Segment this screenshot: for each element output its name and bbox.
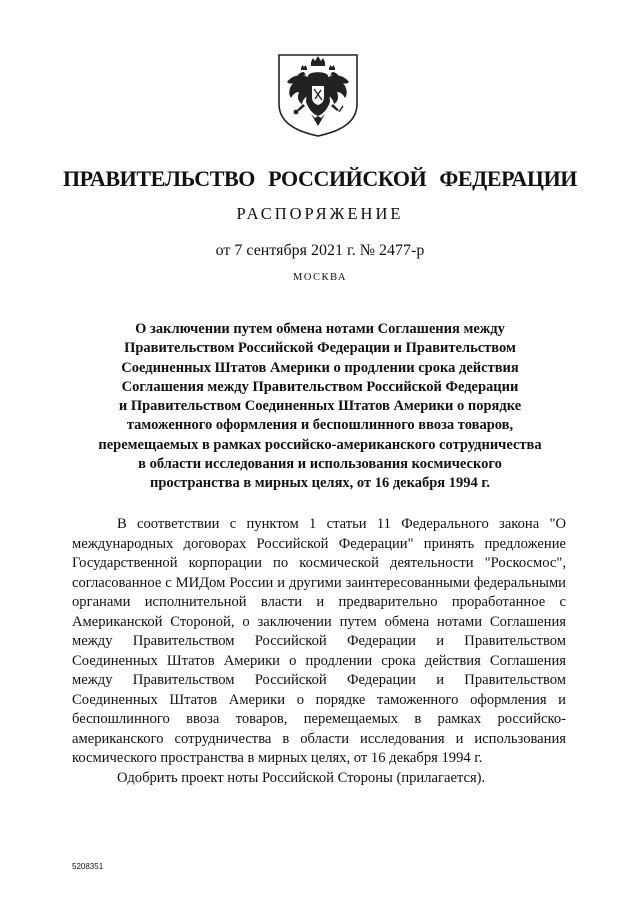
- body-paragraph: Одобрить проект ноты Российской Стороны (прилагается).: [117, 769, 486, 786]
- document-type-title: РАСПОРЯЖЕНИЕ: [236, 204, 404, 223]
- issue-place: МОСКВА: [293, 272, 347, 283]
- subject-line: Соединенных Штатов Америки о продлении срока действия: [121, 359, 519, 376]
- document-body: [72, 515, 566, 788]
- subject-line: пространства в мирных целях, от 16 декабря 1994 г.: [150, 475, 490, 492]
- subject-line: О заключении путем обмена нотами Соглашения между: [135, 321, 505, 337]
- subject-line: таможенного оформления и беспошлинного ввоза товаров,: [126, 417, 514, 434]
- document-subject: [80, 320, 560, 494]
- subject-line: и Правительством Соединенных Штатов Америки о порядке: [118, 398, 522, 415]
- document-code: 5208351: [72, 862, 104, 871]
- document-date-number: от 7 сентября 2021 г. № 2477-р: [215, 242, 425, 259]
- subject-line: Соглашения между Правительством Российской Федерации: [121, 378, 519, 395]
- subject-line: перемещаемых в рамках российско-американского сотрудничества: [98, 436, 542, 453]
- subject-line: Правительством Российской Федерации и Правительством: [124, 340, 516, 357]
- coat-of-arms-emblem-icon: [275, 52, 361, 138]
- government-heading: ПРАВИТЕЛЬСТВО РОССИЙСКОЙ ФЕДЕРАЦИИ: [62, 166, 578, 191]
- subject-line: в области исследования и использования космического: [138, 456, 502, 473]
- body-paragraph: В соответствии с пунктом 1 статьи 11 Федерального закона "О международных договорах Российской Федерации" принять предложение Государственной корпорации по космической деятельности "Роскосмос", согласованное с МИДом России и другими заинтересованными федеральными органами исполнительной власти и предварительно проработанное с Американской Стороной, о заключении путем обмена нотами Соглашения между Правительством Российской Федерации и Правительством Соединенных Штатов Америки о продлении срока действия Соглашения между Правительством Российской Федерации и Правительством Соединенных Штатов Америки о порядке таможенного оформления и беспошлинного ввоза товаров, перемещаемых в рамках российско-американского сотрудничества в области исследования и использования космического пространства в мирных целях, от 16 декабря 1994 г.: [72, 516, 566, 766]
